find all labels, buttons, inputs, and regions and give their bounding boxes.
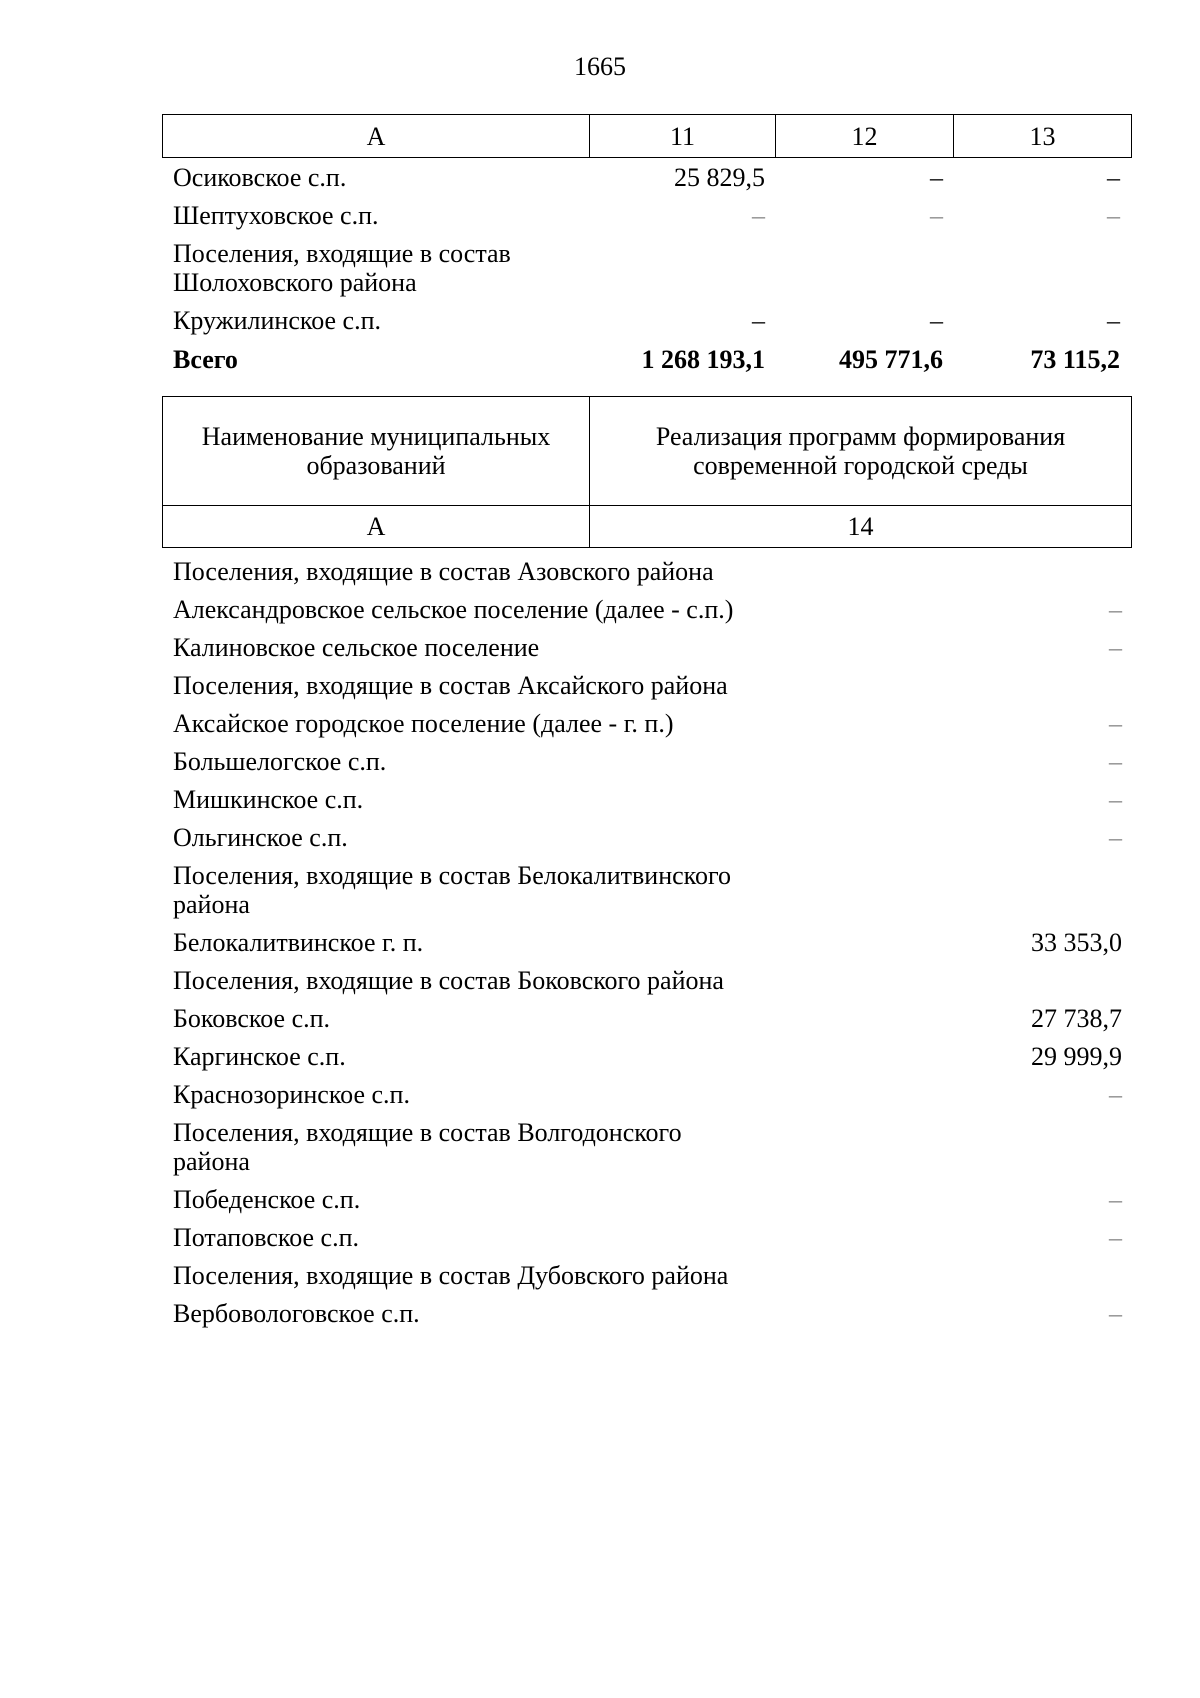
table-header-row [162, 114, 1132, 158]
table-row [162, 705, 1132, 743]
value-col-12: – [930, 201, 943, 230]
table-row [162, 743, 1132, 781]
header-cell-a: А [163, 115, 590, 157]
table-row [162, 301, 1132, 339]
municipality-name: Победенское с.п. [173, 1185, 361, 1214]
value-col-14: – [1109, 633, 1122, 662]
value-col-14: – [1109, 1080, 1122, 1109]
header-cell-11: 11 [590, 115, 776, 157]
municipality-name: Аксайское городское поселение (далее - г. п.) [173, 709, 674, 738]
municipality-name: Ольгинское с.п. [173, 823, 348, 852]
table-row [162, 1181, 1132, 1219]
header-cell-municipality: Наименование муниципальных образований [163, 397, 590, 505]
table-row [162, 629, 1132, 667]
municipality-name: Поселения, входящие в состав Аксайского района [173, 671, 728, 700]
table-row [162, 1038, 1132, 1076]
municipality-name: Шептуховское с.п. [173, 201, 379, 230]
municipality-name: Большелогское с.п. [173, 747, 387, 776]
value-col-14: – [1109, 1223, 1122, 1252]
value-col-14: – [1109, 1299, 1122, 1328]
table-row [162, 924, 1132, 962]
value-col-11: – [752, 201, 765, 230]
header-cell-a: А [163, 506, 590, 547]
header-cell-urban-environment: Реализация программ формирования современной городской среды [655, 422, 1066, 480]
value-col-14: – [1109, 709, 1122, 738]
value-col-13: – [1107, 163, 1120, 192]
municipality-name: Поселения, входящие в состав Волгодонского района [173, 1118, 682, 1176]
table-row [162, 553, 1132, 591]
value-col-14: 29 999,9 [1031, 1042, 1122, 1071]
total-col-11: 1 268 193,1 [641, 345, 765, 374]
total-row [162, 339, 1132, 378]
table-row [162, 1076, 1132, 1114]
table-body [162, 553, 1132, 1333]
total-col-13: 73 115,2 [1030, 345, 1120, 374]
table-row [162, 234, 1132, 301]
value-col-13: – [1107, 201, 1120, 230]
value-col-14: – [1109, 595, 1122, 624]
table-row [162, 158, 1132, 196]
table-subheader-row [162, 506, 1132, 548]
municipality-name: Калиновское сельское поселение [173, 633, 540, 662]
total-label: Всего [173, 345, 238, 374]
page-number: 1665 [574, 52, 626, 81]
table-row [162, 857, 1132, 924]
total-col-12: 495 771,6 [839, 345, 943, 374]
municipality-name: Боковское с.п. [173, 1004, 331, 1033]
municipality-name: Осиковское с.п. [173, 163, 347, 192]
table-row [162, 1000, 1132, 1038]
table-section-1 [162, 114, 1132, 378]
municipality-name: Кружилинское с.п. [173, 306, 381, 335]
table-row [162, 1114, 1132, 1181]
table-row [162, 591, 1132, 629]
value-col-14: – [1109, 747, 1122, 776]
value-col-14: – [1109, 1185, 1122, 1214]
table-row [162, 196, 1132, 234]
value-col-14: – [1109, 785, 1122, 814]
municipality-name: Поселения, входящие в состав Азовского района [173, 557, 714, 586]
table-row [162, 819, 1132, 857]
value-col-12: – [930, 163, 943, 192]
value-col-13: – [1107, 306, 1120, 335]
municipality-name: Поселения, входящие в состав Белокалитвинского района [173, 861, 731, 919]
municipality-name: Поселения, входящие в состав Шолоховского района [173, 239, 511, 297]
table-row [162, 1219, 1132, 1257]
municipality-name: Вербовологовское с.п. [173, 1299, 420, 1328]
table-row [162, 667, 1132, 705]
municipality-name: Поселения, входящие в состав Дубовского района [173, 1261, 729, 1290]
header-cell-14: 14 [847, 512, 874, 541]
value-col-11: 25 829,5 [674, 163, 765, 192]
municipality-name: Краснозоринское с.п. [173, 1080, 410, 1109]
header-cell-12: 12 [776, 115, 954, 157]
header-cell-13: 13 [1029, 121, 1056, 151]
table-body [162, 158, 1132, 378]
municipality-name: Мишкинское с.п. [173, 785, 364, 814]
municipality-name: Потаповское с.п. [173, 1223, 360, 1252]
value-col-14: 27 738,7 [1031, 1004, 1122, 1033]
municipality-name: Белокалитвинское г. п. [173, 928, 424, 957]
value-col-14: 33 353,0 [1031, 928, 1122, 957]
value-col-14: – [1109, 823, 1122, 852]
table-row [162, 1295, 1132, 1333]
table-row [162, 781, 1132, 819]
table-header-row [162, 396, 1132, 506]
table-row [162, 962, 1132, 1000]
table-section-2 [162, 396, 1132, 1333]
value-col-12: – [930, 306, 943, 335]
municipality-name: Александровское сельское поселение (далее - с.п.) [173, 595, 734, 624]
municipality-name: Каргинское с.п. [173, 1042, 346, 1071]
value-col-11: – [752, 306, 765, 335]
table-row [162, 1257, 1132, 1295]
municipality-name: Поселения, входящие в состав Боковского района [173, 966, 724, 995]
